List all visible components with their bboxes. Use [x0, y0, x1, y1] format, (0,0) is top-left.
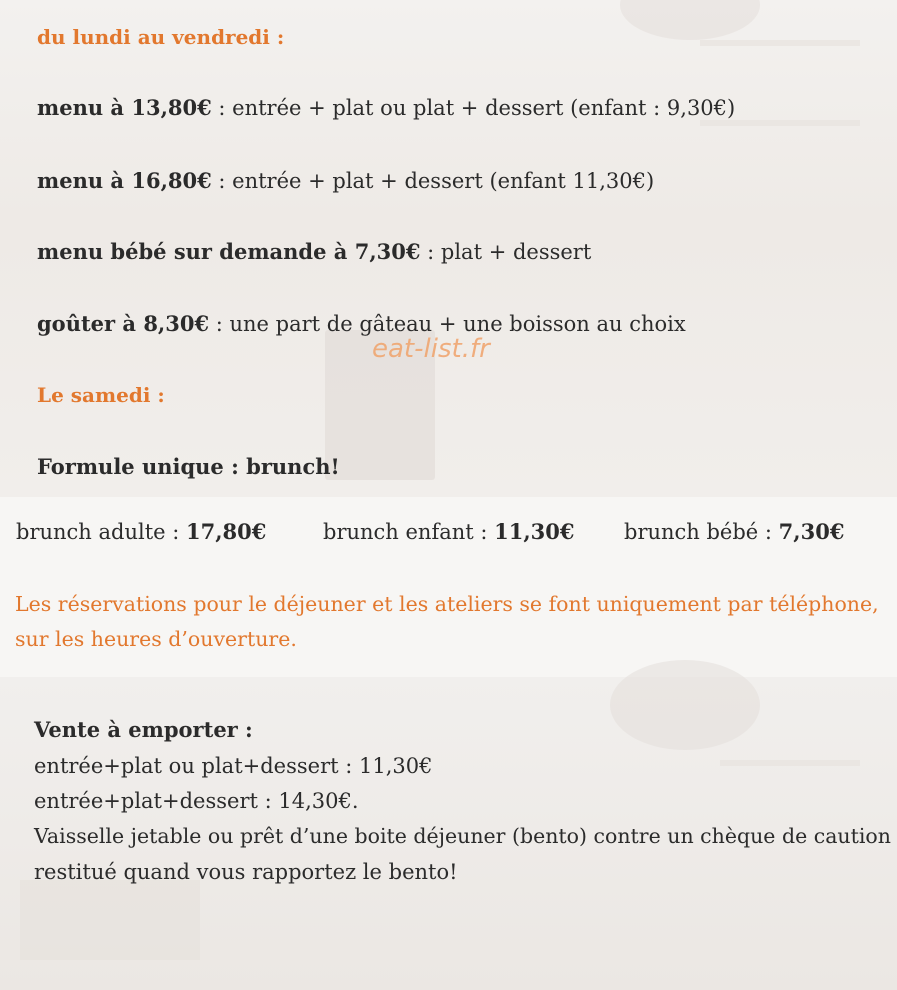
brunch-adult-price: 17,80€: [186, 519, 267, 544]
takeaway-line-1: entrée+plat ou plat+dessert : 11,30€: [34, 754, 433, 778]
brunch-adult: [16, 521, 266, 543]
brunch-baby-price: 7,30€: [778, 519, 845, 544]
takeaway-line-4: restitué quand vous rapportez le bento!: [34, 860, 458, 884]
menu-1-description: : entrée + plat ou plat + dessert (enfant : 9,30€): [211, 96, 736, 120]
brunch-formula: Formule unique : brunch!: [37, 454, 340, 479]
takeaway-heading: Vente à emporter :: [34, 717, 253, 742]
brunch-child-label: brunch enfant :: [323, 520, 495, 544]
takeaway-line-2: entrée+plat+dessert : 14,30€.: [34, 789, 359, 813]
menu-line-4: [37, 313, 686, 335]
menu-line-2: [37, 170, 654, 192]
reservations-line-2: sur les heures d’ouverture.: [15, 627, 297, 651]
weekday-heading: du lundi au vendredi :: [37, 25, 285, 49]
saturday-heading: Le samedi :: [37, 383, 165, 407]
menu-4-description: : une part de gâteau + une boisson au choix: [209, 312, 686, 336]
watermark: eat-list.fr: [372, 334, 490, 364]
menu-4-label: goûter à 8,30€: [37, 311, 210, 336]
takeaway-line-3: Vaisselle jetable ou prêt d’une boite déjeuner (bento) contre un chèque de caution: [34, 824, 891, 848]
menu-line-3: [37, 241, 591, 263]
menu-line-1: [37, 97, 735, 119]
brunch-adult-label: brunch adulte :: [16, 520, 186, 544]
menu-1-label: menu à 13,80€: [37, 95, 212, 120]
reservations-line-1: Les réservations pour le déjeuner et les ateliers se font uniquement par téléphone,: [15, 592, 879, 616]
brunch-child-price: 11,30€: [494, 519, 575, 544]
menu-3-description: : plat + dessert: [420, 240, 592, 264]
brunch-baby: [624, 521, 844, 543]
brunch-child: [323, 521, 575, 543]
menu-2-label: menu à 16,80€: [37, 168, 212, 193]
brunch-baby-label: brunch bébé :: [624, 520, 779, 544]
menu-3-label: menu bébé sur demande à 7,30€: [37, 239, 421, 264]
menu-2-description: : entrée + plat + dessert (enfant 11,30€): [211, 169, 655, 193]
